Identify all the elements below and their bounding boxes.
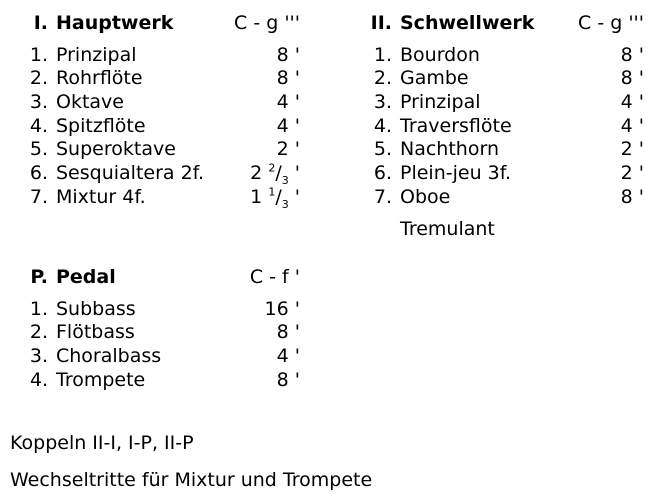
stop-row xyxy=(18,186,300,210)
stop-name: Choralbass xyxy=(56,345,162,368)
division-pedal xyxy=(18,266,300,392)
stop-number: 2. xyxy=(29,321,48,344)
stop-size: 8 ' xyxy=(276,368,300,391)
stop-size: 4 ' xyxy=(276,114,300,137)
stop-name: Plein-jeu 3f. xyxy=(400,162,512,185)
stop-number: 3. xyxy=(29,91,48,114)
wechseltritte-note: Wechseltritte für Mixtur und Trompete xyxy=(10,469,373,491)
stop-name: Superoktave xyxy=(56,138,176,161)
stop-size: 8 ' xyxy=(620,67,644,90)
stop-row xyxy=(18,321,300,345)
stop-row xyxy=(362,67,644,91)
division-header xyxy=(18,266,300,290)
stop-size: 4 ' xyxy=(620,91,644,114)
stop-row xyxy=(362,138,644,162)
stop-number: 3. xyxy=(373,91,392,114)
stop-size: 16 ' xyxy=(264,297,300,320)
stop-row xyxy=(18,369,300,393)
size-unit: ' xyxy=(294,185,300,208)
stop-size: 4 ' xyxy=(620,114,644,137)
stop-number: 1. xyxy=(29,43,48,66)
stop-size: 1 $^1/_3$ ' xyxy=(250,185,300,211)
stop-row xyxy=(362,115,644,139)
division-numeral: I. xyxy=(33,12,48,34)
stop-row xyxy=(362,44,644,68)
stop-size: 8 ' xyxy=(276,321,300,344)
stop-number: 7. xyxy=(373,185,392,208)
stop-row xyxy=(18,44,300,68)
stop-number: 1. xyxy=(29,297,48,320)
stop-name: Trompete xyxy=(56,368,146,391)
stop-name: Flötbass xyxy=(56,321,135,344)
stop-number: 1. xyxy=(373,43,392,66)
division-schwellwerk xyxy=(362,12,644,241)
division-title: Hauptwerk xyxy=(56,12,174,34)
stop-row xyxy=(362,91,644,115)
size-numerator: 1 xyxy=(268,185,276,199)
stop-row xyxy=(18,115,300,139)
size-whole: 2 xyxy=(250,162,263,185)
stop-row xyxy=(362,186,644,210)
stop-name: Subbass xyxy=(56,297,136,320)
division-numeral: II. xyxy=(370,12,392,34)
stop-size: 2 ' xyxy=(620,138,644,161)
stop-name: Traversflöte xyxy=(400,114,512,137)
division-range: C - g ''' xyxy=(234,12,300,34)
stop-size: 8 ' xyxy=(276,67,300,90)
stop-name: Prinzipal xyxy=(400,91,481,114)
stop-name: Oktave xyxy=(56,91,124,114)
stop-size: 4 ' xyxy=(276,91,300,114)
stop-number: 7. xyxy=(29,185,48,208)
stop-row xyxy=(18,162,300,186)
stop-row xyxy=(18,91,300,115)
division-numeral: P. xyxy=(30,266,48,288)
stop-name: Rohrflöte xyxy=(56,67,143,90)
division-title: Schwellwerk xyxy=(400,12,535,34)
division-header xyxy=(18,12,300,36)
stop-name: Sesquialtera 2f. xyxy=(56,162,205,185)
stop-size: 8 ' xyxy=(620,43,644,66)
stop-row xyxy=(362,162,644,186)
stop-number: 2. xyxy=(29,67,48,90)
stop-name: Mixtur 4f. xyxy=(56,185,146,208)
size-whole: 1 xyxy=(250,185,263,208)
stop-size: 8 ' xyxy=(276,43,300,66)
tremulant-label: Tremulant xyxy=(400,217,495,240)
stop-number: 4. xyxy=(29,368,48,391)
division-title: Pedal xyxy=(56,266,116,288)
division-hauptwerk xyxy=(18,12,300,210)
stop-row xyxy=(18,298,300,322)
stop-number: 3. xyxy=(29,345,48,368)
stop-name: Prinzipal xyxy=(56,43,137,66)
division-range: C - f ' xyxy=(249,266,300,288)
size-unit: ' xyxy=(294,162,300,185)
stop-size: 2 ' xyxy=(620,162,644,185)
stop-number: 4. xyxy=(373,114,392,137)
stop-row xyxy=(18,345,300,369)
stop-name: Nachthorn xyxy=(400,138,499,161)
stop-number: 2. xyxy=(373,67,392,90)
stop-number: 6. xyxy=(373,162,392,185)
size-denominator: 3 xyxy=(281,197,289,211)
couplers-note: Koppeln II-I, I-P, II-P xyxy=(10,432,194,454)
stop-name: Spitzflöte xyxy=(56,114,146,137)
stop-size: 2 ' xyxy=(276,138,300,161)
stop-number: 6. xyxy=(29,162,48,185)
size-denominator: 3 xyxy=(281,173,289,187)
stop-size: 2 $^2/_3$ ' xyxy=(250,161,300,187)
stop-size: 8 ' xyxy=(620,185,644,208)
stop-name: Oboe xyxy=(400,185,451,208)
division-header xyxy=(362,12,644,36)
stop-size: 4 ' xyxy=(276,345,300,368)
stop-number: 5. xyxy=(373,138,392,161)
stop-row xyxy=(18,67,300,91)
division-range: C - g ''' xyxy=(578,12,644,34)
stop-number: 4. xyxy=(29,114,48,137)
stop-number: 5. xyxy=(29,138,48,161)
stop-name: Bourdon xyxy=(400,43,480,66)
size-numerator: 2 xyxy=(268,161,276,175)
stop-row xyxy=(18,138,300,162)
stop-name: Gambe xyxy=(400,67,469,90)
